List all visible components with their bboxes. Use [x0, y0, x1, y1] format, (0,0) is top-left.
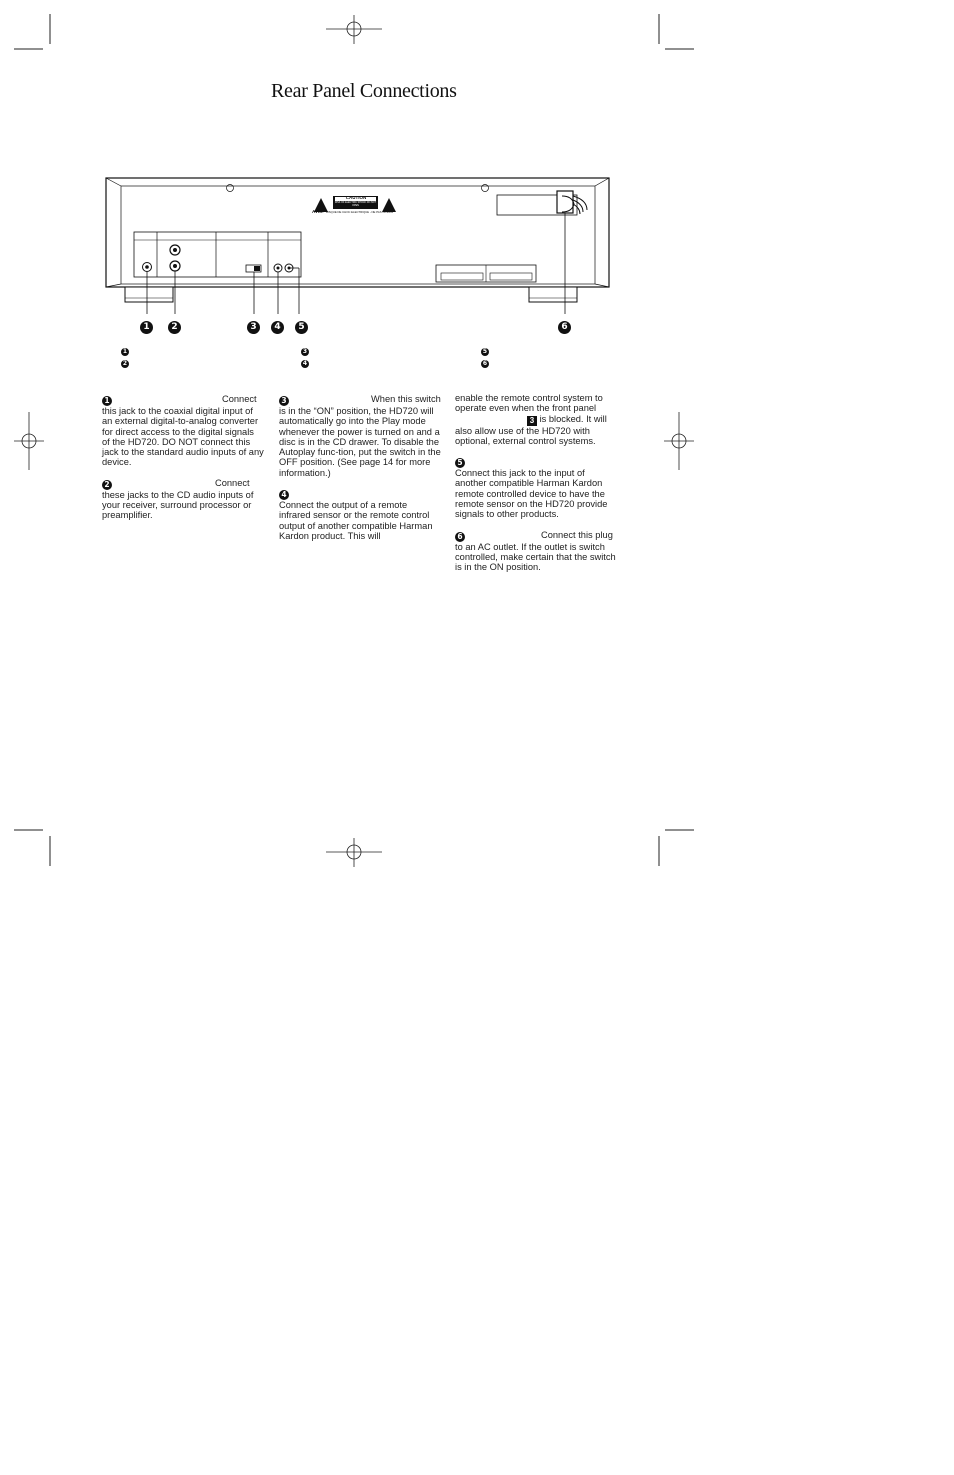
section-5: 5 Connect this jack to the input of another compatible Harman Kardon remote controlled device to have the remote sensor on the HD720 provide signals to other products.	[455, 458, 608, 520]
callout-1: 1	[140, 315, 153, 334]
section-4-continued: enable the remote control system to operate even when the front panel 3 is blocked. It will also allow use of the HD720 with optional, external control systems.	[455, 393, 607, 446]
callout-4: 4	[271, 315, 284, 334]
page-title: Rear Panel Connections	[271, 80, 457, 102]
key-marker-6: 6	[482, 360, 488, 367]
section-3: 3 When this switch is in the “ON” position, the HD720 will automatically go into the Play mode whenever the power is turned on and a disc is in the CD drawer. To disable the Autoplay func-tion, put the switch in the OFF position. (See page 14 for more information.)	[279, 394, 441, 478]
section-4: 4 Connect the output of a remote infrared sensor or the remote control output of another compatible Harman Kardon product. This will	[279, 490, 433, 541]
avis-label: AVIS:	[312, 209, 324, 214]
front-panel-ref-box: 3	[527, 416, 537, 426]
caution-sub-label: RISK OF ELECTRIC SHOCK DO NOT OPEN	[334, 201, 377, 207]
callout-2: 2	[168, 315, 181, 334]
section-2: 2 Connect these jacks to the CD audio inputs of your receiver, surround processor or preamplifier.	[102, 477, 254, 521]
key-marker-1: 1	[122, 348, 128, 355]
section-6: 6 Connect this plug to an AC outlet. If the outlet is switch controlled, make certain that the switch is in the ON position.	[455, 529, 616, 573]
section-1: 1 Connect this jack to the coaxial digital input of an external digital-to-analog converter for direct access to the digital signals of the HD720. DO NOT connect this jack to the standard audio inputs of any device.	[102, 394, 264, 468]
text-column-1	[102, 394, 264, 531]
key-marker-5: 5	[482, 348, 488, 355]
key-marker-2: 2	[122, 360, 128, 367]
callout-5: 5	[295, 315, 308, 334]
callout-3: 3	[247, 315, 260, 334]
key-marker-3: 3	[302, 348, 308, 355]
callout-6: 6	[558, 315, 571, 334]
text-column-3	[455, 393, 617, 583]
key-marker-4: 4	[302, 360, 308, 367]
text-column-2	[279, 394, 441, 551]
avis-text: RISQUE DE CHOC ELECTRIQUE - NE PAS OUVRIR	[326, 210, 394, 214]
caution-label: CAUTION	[345, 195, 367, 200]
